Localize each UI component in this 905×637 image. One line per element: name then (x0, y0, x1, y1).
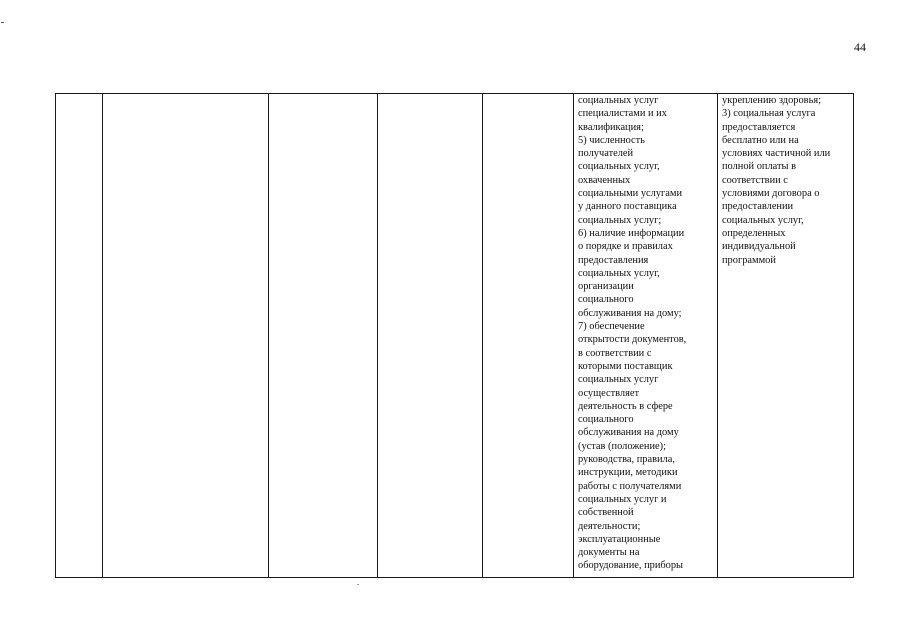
cell-line: укреплению здоровья; (722, 95, 821, 106)
cell-line: получателей (578, 148, 634, 160)
cell-line: которыми поставщик (578, 360, 673, 372)
page-number: 44 (854, 40, 866, 54)
cell-line: осуществляет (578, 387, 640, 399)
cell-line: собственной (578, 507, 634, 519)
table-cell-criteria (578, 94, 716, 573)
column-divider (717, 94, 718, 577)
cell-line: социальных услуг, (578, 267, 660, 279)
cell-line: социальными услугами (578, 188, 683, 200)
cell-line: охваченных (578, 174, 631, 186)
cell-line: специалистами и их (578, 108, 667, 120)
cell-line: 6) наличие информации (578, 227, 685, 239)
cell-line: эксплуатационные (578, 533, 661, 545)
cell-line: социальных услуг; (578, 214, 662, 226)
cell-line: в соответствии с (578, 347, 652, 359)
cell-line: социального (578, 414, 634, 426)
cell-line: условиях частичной или (722, 148, 831, 160)
column-divider (377, 94, 378, 577)
cell-line: определенных (722, 227, 786, 239)
table (55, 93, 854, 578)
column-divider (573, 94, 574, 577)
cell-line: социальных услуг, (722, 214, 804, 226)
cell-line: о порядке и правилах (578, 241, 673, 253)
cell-line: бесплатно или на (722, 134, 799, 146)
cell-line: оборудование, приборы (578, 560, 684, 572)
cell-line: работы с получателями (578, 480, 682, 492)
cell-line: деятельности; (578, 520, 641, 532)
scan-artifact (357, 584, 359, 585)
cell-line: квалификация; (578, 121, 644, 133)
cell-line: 7) обеспечение (578, 321, 645, 333)
cell-line: 5) численность (578, 134, 645, 146)
cell-line: 3) социальная услуга (722, 108, 816, 120)
cell-line: обслуживания на дому; (578, 307, 682, 319)
cell-line: предоставляется (722, 121, 796, 133)
cell-line: обслуживания на дому (578, 427, 679, 439)
cell-line: полной оплаты в (722, 161, 797, 173)
cell-line: условиями договора о (722, 188, 820, 200)
cell-line: социальных услуг, (578, 161, 660, 173)
cell-line: деятельность в сфере (578, 400, 673, 412)
cell-line: социального (578, 294, 634, 306)
column-divider (268, 94, 269, 577)
cell-line: у данного поставщика (578, 201, 677, 213)
scan-artifact (1, 22, 4, 23)
cell-line: социальных услуг (578, 95, 659, 106)
cell-line: программой (722, 254, 776, 266)
cell-line: инструкции, методики (578, 467, 678, 479)
cell-line: (устав (положение); (578, 440, 666, 452)
cell-line: социальных услуг (578, 374, 659, 386)
cell-line: предоставления (578, 254, 649, 266)
table-cell-conditions (722, 94, 852, 267)
column-divider (482, 94, 483, 577)
cell-line: соответствии с (722, 174, 788, 186)
cell-line: документы на (578, 547, 640, 559)
cell-line: организации (578, 281, 634, 293)
cell-line: социальных услуг и (578, 493, 667, 505)
cell-line: руководства, правила, (578, 454, 675, 466)
cell-line: открытости документов, (578, 334, 687, 346)
cell-line: предоставлении (722, 201, 794, 213)
cell-line: индивидуальной (722, 241, 796, 253)
column-divider (102, 94, 103, 577)
